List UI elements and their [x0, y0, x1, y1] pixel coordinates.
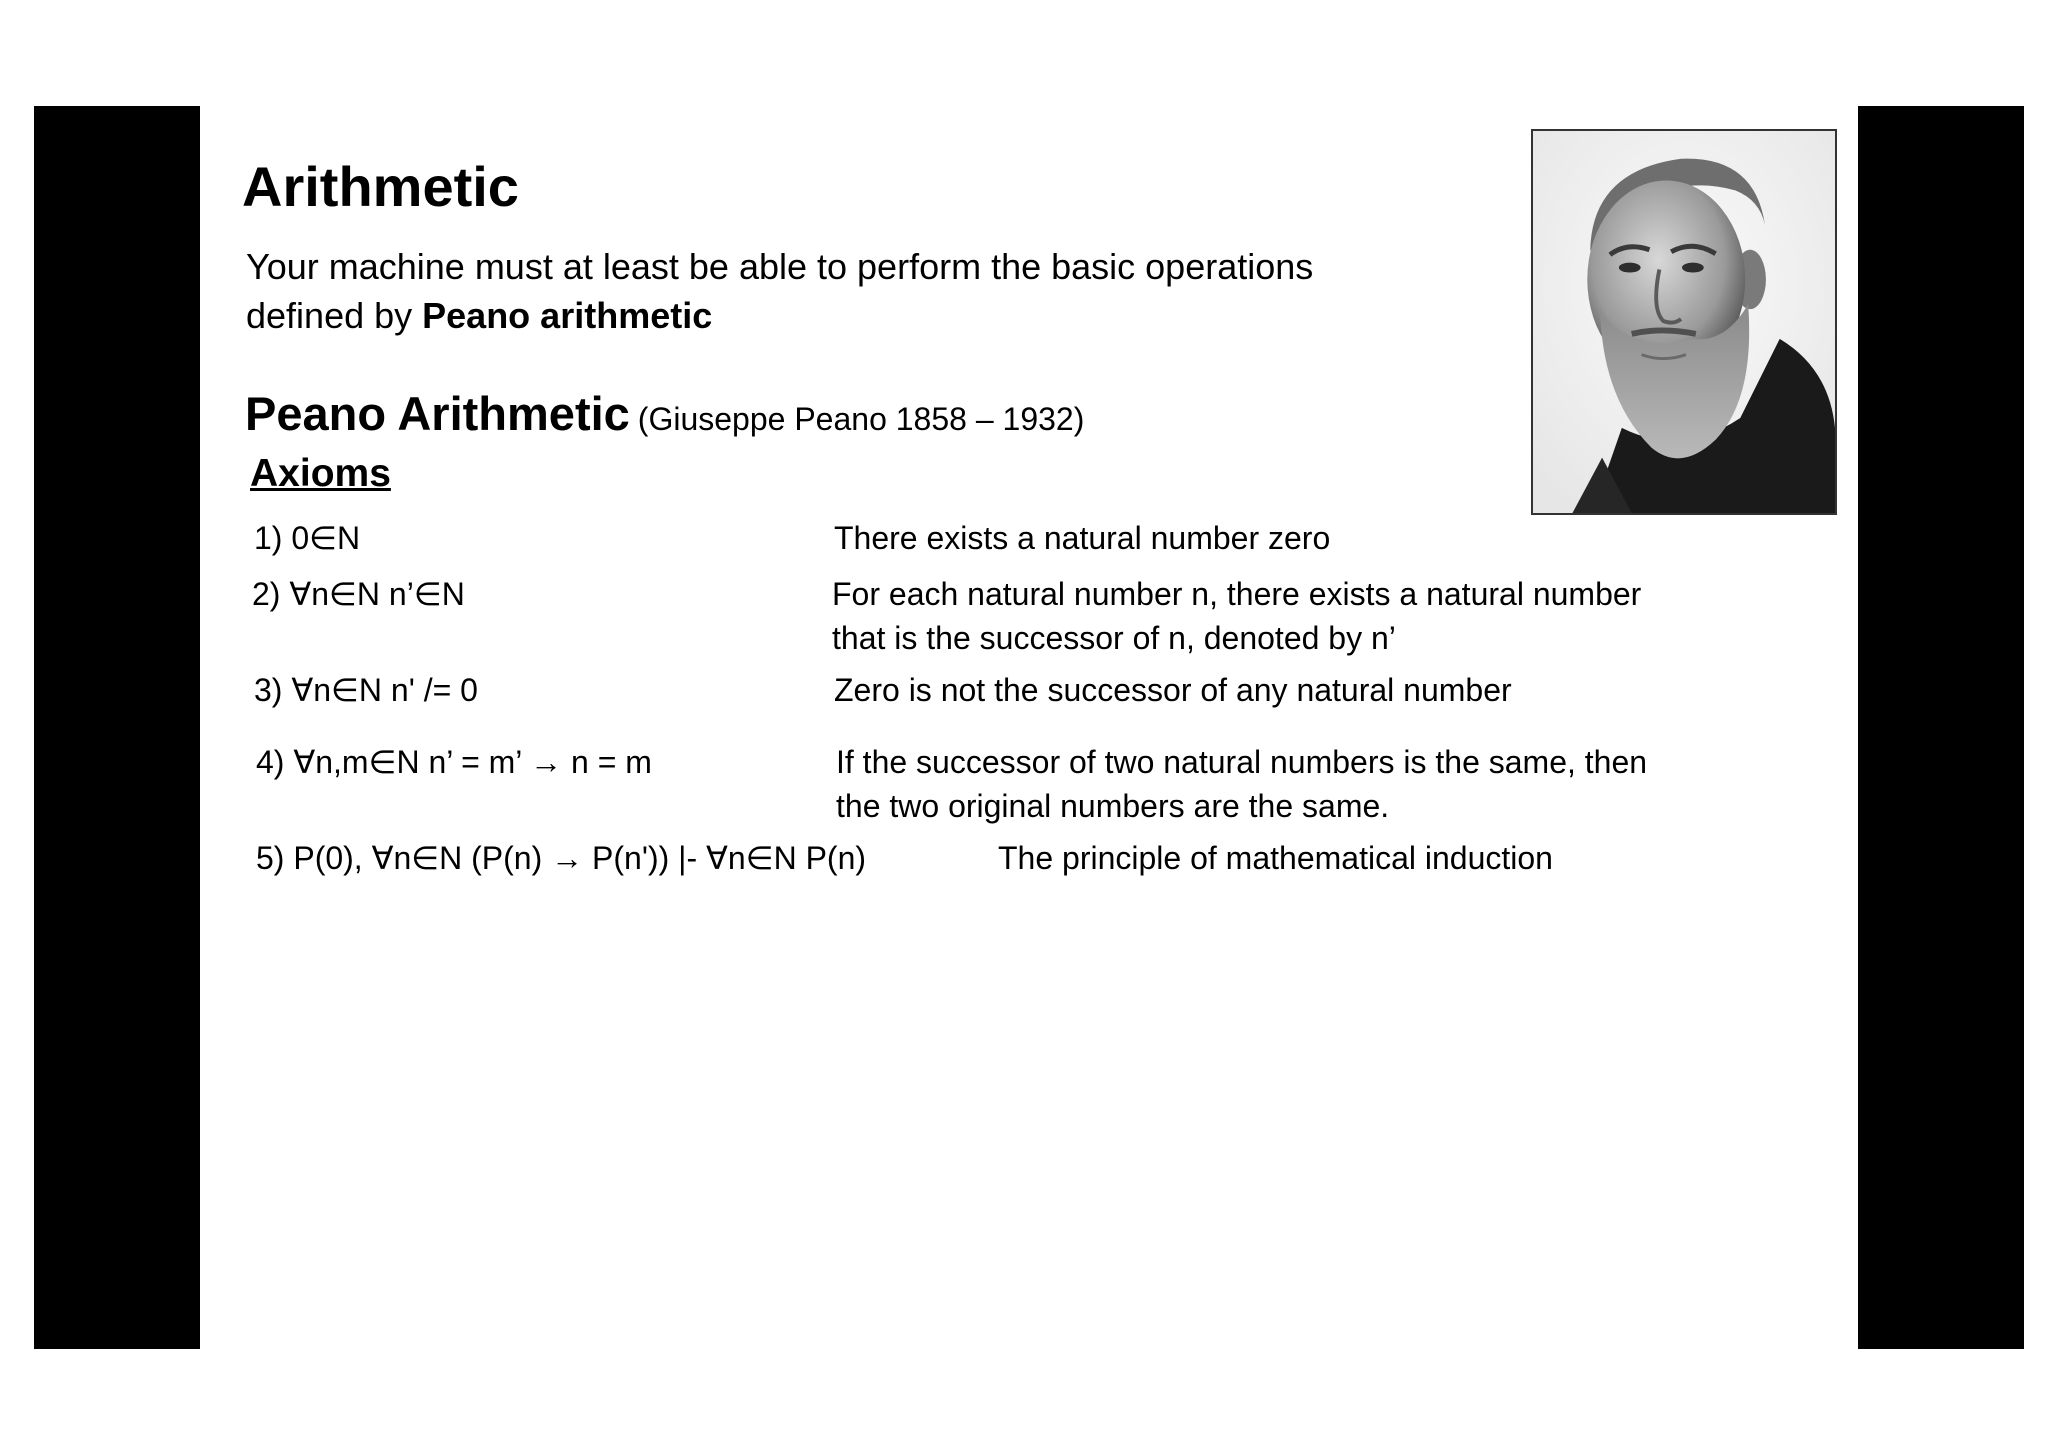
- axiom-5-formula: 5) P(0), ∀n∈N (P(n) → P(n')) |- ∀n∈N P(n): [256, 840, 867, 876]
- section-heading-title: Peano Arithmetic: [245, 387, 630, 440]
- axiom-4-description-line-2: the two original numbers are the same.: [836, 788, 1390, 824]
- slide: [200, 106, 1858, 1349]
- slide-title: Arithmetic: [242, 155, 519, 218]
- intro-line-2: [246, 291, 1313, 340]
- axiom-3-description-line-1: Zero is not the successor of any natural number: [834, 672, 1512, 708]
- intro-line-1: Your machine must at least be able to perform the basic operations: [246, 246, 1314, 287]
- axiom-5-description: [998, 836, 1553, 880]
- axiom-1-formula: 1) 0∈N: [254, 520, 361, 556]
- intro-line-2-prefix: defined by: [246, 295, 423, 336]
- axiom-3-formula: 3) ∀n∈N n' /= 0: [254, 672, 478, 708]
- axiom-2-description-line-2: that is the successor of n, denoted by n’: [832, 620, 1396, 656]
- right-letterbox-bar: [1858, 106, 2024, 1349]
- axiom-2-description: [832, 572, 1641, 660]
- portrait-photo: [1531, 129, 1837, 515]
- left-letterbox-bar: [34, 106, 200, 1349]
- intro-line-2-bold: Peano arithmetic: [422, 295, 713, 336]
- axiom-3-description: [834, 668, 1512, 712]
- axiom-4-description: [836, 740, 1647, 828]
- axiom-5-description-line-1: The principle of mathematical induction: [998, 840, 1553, 876]
- intro-paragraph: [246, 242, 1313, 340]
- portrait-illustration: [1533, 131, 1835, 513]
- axiom-2-formula: 2) ∀n∈N n’∈N: [252, 576, 465, 612]
- axiom-1-description: [834, 516, 1330, 560]
- section-heading-aside: (Giuseppe Peano 1858 – 1932): [637, 401, 1085, 437]
- axiom-4-description-line-1: If the successor of two natural numbers is the same, then: [836, 744, 1648, 780]
- axiom-2-description-line-1: For each natural number n, there exists a natural number: [832, 576, 1642, 612]
- axiom-4-formula: 4) ∀n,m∈N n’ = m’ → n = m: [256, 744, 652, 780]
- section-heading: [245, 386, 1084, 441]
- axioms-label: Axioms: [250, 452, 391, 495]
- axiom-1-description-line-1: There exists a natural number zero: [834, 520, 1331, 556]
